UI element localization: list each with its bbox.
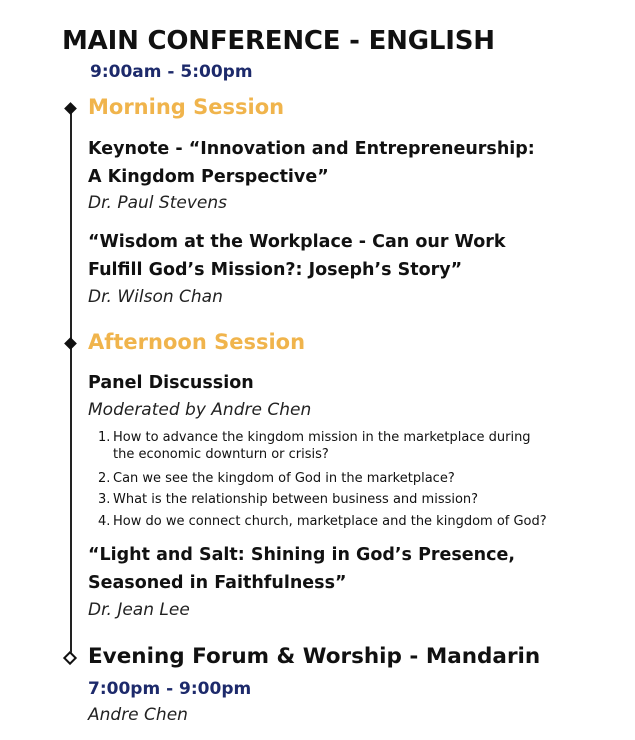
panel-moderator: Moderated by Andre Chen xyxy=(88,400,312,420)
evening-session-heading: Evening Forum & Worship - Mandarin xyxy=(88,644,541,669)
speaker-name: Dr. Wilson Chan xyxy=(88,287,223,307)
talk-title: Keynote - “Innovation and Entrepreneurship: xyxy=(88,139,535,159)
talk-title: Seasoned in Faithfulness” xyxy=(88,573,347,593)
talk-title: Fulfill God’s Mission?: Joseph’s Story” xyxy=(88,260,463,280)
question-text: Can we see the kingdom of God in the marketplace? xyxy=(113,471,455,486)
afternoon-session-heading: Afternoon Session xyxy=(88,330,306,354)
question-text: the economic downturn or crisis? xyxy=(113,447,329,462)
list-item: 2. Can we see the kingdom of God in the marketplace? xyxy=(98,471,455,486)
list-item: 3. What is the relationship between business and mission? xyxy=(98,492,479,507)
speaker-name: Dr. Paul Stevens xyxy=(88,193,227,213)
talk-title: “Light and Salt: Shining in God’s Presence, xyxy=(88,545,516,565)
timeline-marker-evening xyxy=(63,651,77,665)
timeline-line xyxy=(70,108,72,653)
speaker-name: Dr. Jean Lee xyxy=(88,600,190,620)
evening-time: 7:00pm - 9:00pm xyxy=(88,679,252,699)
conference-time: 9:00am - 5:00pm xyxy=(90,62,253,82)
timeline-marker-afternoon xyxy=(64,337,77,350)
talk-title: “Wisdom at the Workplace - Can our Work xyxy=(88,232,506,252)
panel-title: Panel Discussion xyxy=(88,373,254,393)
talk-title: A Kingdom Perspective” xyxy=(88,167,329,187)
list-item: 4. How do we connect church, marketplace and the kingdom of God? xyxy=(98,514,547,529)
speaker-name: Andre Chen xyxy=(88,705,188,725)
timeline-marker-morning xyxy=(64,102,77,115)
page-title: MAIN CONFERENCE - ENGLISH xyxy=(62,26,495,56)
question-text: What is the relationship between business and mission? xyxy=(113,492,479,507)
question-text: How to advance the kingdom mission in the marketplace during xyxy=(113,430,531,445)
list-item: 1. How to advance the kingdom mission in the marketplace during the economic downturn or crisis? xyxy=(98,430,531,462)
morning-session-heading: Morning Session xyxy=(88,95,285,119)
question-text: How do we connect church, marketplace and the kingdom of God? xyxy=(113,514,547,529)
